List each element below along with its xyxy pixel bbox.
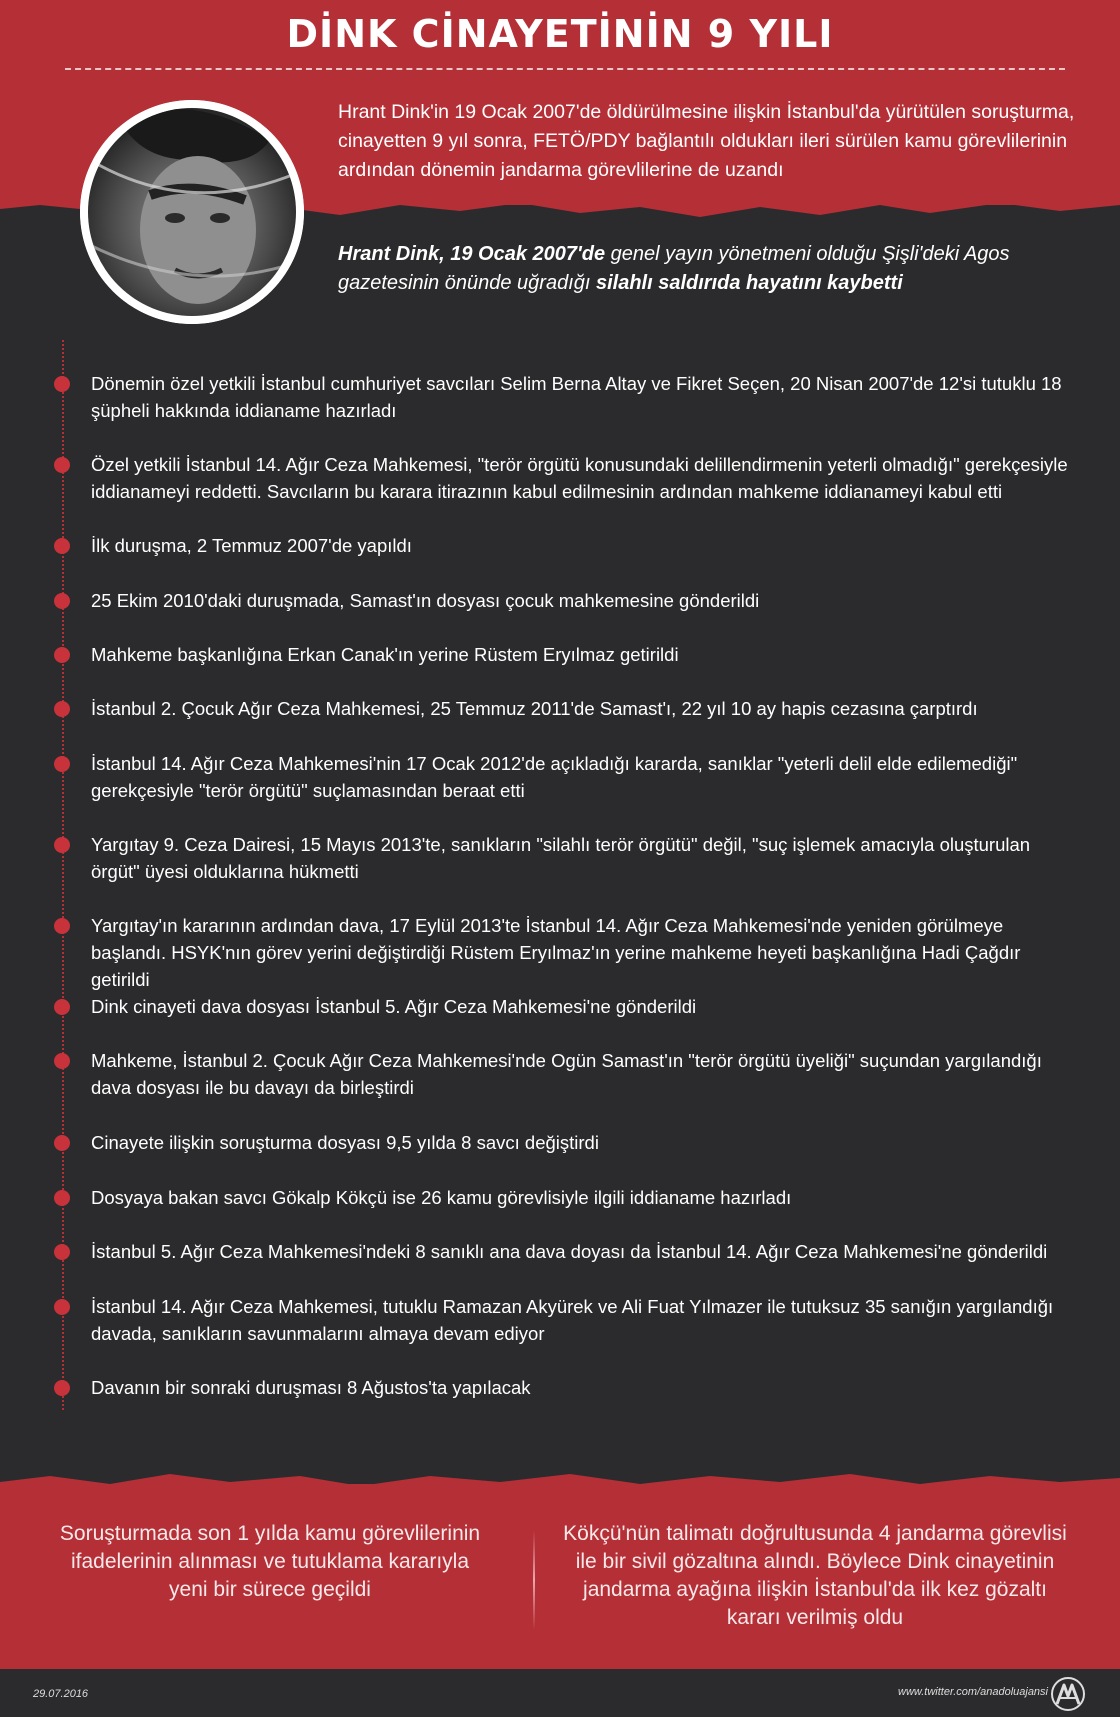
timeline-dot xyxy=(54,999,70,1015)
timeline-dot xyxy=(54,593,70,609)
timeline-dot xyxy=(54,1299,70,1315)
bottom-left-note: Soruşturmada son 1 yılda kamu görevlilerinin ifadelerinin alınması ve tutuklama kararıyla yeni bir sürece geçildi xyxy=(59,1522,481,1601)
timeline-dot xyxy=(54,701,70,717)
timeline-dot xyxy=(54,647,70,663)
timeline-dot xyxy=(54,1244,70,1260)
timeline-item: Mahkeme başkanlığına Erkan Canak'ın yerine Rüstem Eryılmaz getirildi xyxy=(91,644,679,665)
timeline-dot xyxy=(54,1380,70,1396)
timeline-dot xyxy=(54,918,70,934)
timeline-dot xyxy=(54,457,70,473)
intro-bold-date: Hrant Dink, 19 Ocak 2007'de xyxy=(338,243,606,265)
timeline-item: İstanbul 14. Ağır Ceza Mahkemesi, tutuklu Ramazan Akyürek ve Ali Fuat Yılmazer ile tutuksuz 35 sanığın yargılandığı davada, sanıkların savunmalarını almaya devam ediyor xyxy=(91,1296,1054,1344)
timeline-item: İstanbul 2. Çocuk Ağır Ceza Mahkemesi, 25 Temmuz 2011'de Samast'ı, 22 yıl 10 ay hapis cezasına çarptırdı xyxy=(91,698,978,719)
intro-bold-result: silahlı saldırıda hayatını kaybetti xyxy=(595,272,903,294)
aa-logo-icon xyxy=(1050,1676,1086,1712)
timeline-dot xyxy=(54,1053,70,1069)
bottom-divider xyxy=(533,1530,535,1630)
timeline-dot xyxy=(54,837,70,853)
timeline-item: Yargıtay'ın kararının ardından dava, 17 Eylül 2013'te İstanbul 14. Ağır Ceza Mahkemesi'nde yeniden görülmeye başlandı. HSYK'nın görev yerini değiştirdiği Rüstem Eryılmaz'ın yerine mahkeme heyeti başkanlığına Hadi Çağdır getirildi xyxy=(91,915,1021,990)
timeline-item: Davanın bir sonraki duruşması 8 Ağustos'ta yapılacak xyxy=(91,1377,531,1398)
intro-mid-text: genel yayın yönetmeni olduğu Şişli'deki Agos gazetesinin önünde uğradığı xyxy=(338,243,1010,294)
timeline-dot xyxy=(54,756,70,772)
timeline-dot xyxy=(54,1190,70,1206)
intro-text: Hrant Dink'in 19 Ocak 2007'de öldürülmesine ilişkin İstanbul'da yürütülen soruşturma, cinayetten 9 yıl sonra, FETÖ/PDY bağlantılı oldukları ileri sürülen kamu görevlilerinin ardından dönemin jandarma görevlilerine de uzandı xyxy=(338,101,1075,181)
timeline-dot xyxy=(54,1135,70,1151)
timeline-item: İstanbul 14. Ağır Ceza Mahkemesi'nin 17 Ocak 2012'de açıkladığı kararda, sanıklar "yeterli delil elde edilemediği" gerekçesiyle "terör örgütü" suçlamasından beraat etti xyxy=(91,753,1018,801)
timeline-item: Dönemin özel yetkili İstanbul cumhuriyet savcıları Selim Berna Altay ve Fikret Seçen, 20 Nisan 2007'de 12'si tutuklu 18 şüpheli hakkında iddianame hazırladı xyxy=(91,373,1062,421)
timeline-item: Dink cinayeti dava dosyası İstanbul 5. Ağır Ceza Mahkemesi'ne gönderildi xyxy=(91,996,697,1017)
timeline-item: İlk duruşma, 2 Temmuz 2007'de yapıldı xyxy=(91,535,412,556)
footer-date: 29.07.2016 xyxy=(33,1688,89,1700)
portrait-photo xyxy=(80,100,304,324)
timeline-item: İstanbul 5. Ağır Ceza Mahkemesi'ndeki 8 sanıklı ana dava doyası da İstanbul 14. Ağır Ceza Mahkemesi'ne gönderildi xyxy=(91,1241,1048,1262)
timeline-item: Dosyaya bakan savcı Gökalp Kökçü ise 26 kamu görevlisiyle ilgili iddianame hazırladı xyxy=(91,1187,792,1208)
timeline-dot xyxy=(54,376,70,392)
timeline-item: 25 Ekim 2010'daki duruşmada, Samast'ın dosyası çocuk mahkemesine gönderildi xyxy=(91,590,760,611)
timeline-item: Mahkeme, İstanbul 2. Çocuk Ağır Ceza Mahkemesi'nde Ogün Samast'ın "terör örgütü üyeliği" suçundan yargılandığı dava dosyası ile bu davayı da birleştirdi xyxy=(91,1050,1042,1098)
page-title: DİNK CİNAYETİNİN 9 YILI xyxy=(286,12,834,56)
title-divider xyxy=(65,68,1065,70)
intro-highlight xyxy=(338,240,1083,298)
timeline-item: Yargıtay 9. Ceza Dairesi, 15 Mayıs 2013'te, sanıkların "silahlı terör örgütü" değil, "suç işlemek amacıyla oluşturulan örgüt" üyesi olduklarına hükmetti xyxy=(91,834,1031,882)
footer-twitter-link[interactable]: www.twitter.com/anadoluajansi xyxy=(898,1686,1048,1698)
bottom-right-note: Kökçü'nün talimatı doğrultusunda 4 jandarma görevlisi ile bir sivil gözaltına alındı. Böylece Dink cinayetinin jandarma ayağına ilişkin İstanbul'da ilk kez gözaltı kararı verilmiş oldu xyxy=(563,1522,1067,1629)
timeline-item: Cinayete ilişkin soruşturma dosyası 9,5 yılda 8 savcı değiştirdi xyxy=(91,1132,599,1153)
timeline-dot xyxy=(54,538,70,554)
timeline-item: Özel yetkili İstanbul 14. Ağır Ceza Mahkemesi, "terör örgütü konusundaki delillendirmenin yeterli olmadığı" gerekçesiyle iddianameyi reddetti. Savcıların bu karara itirazının kabul edilmesinin ardından mahkeme iddianameyi kabul etti xyxy=(91,454,1068,502)
